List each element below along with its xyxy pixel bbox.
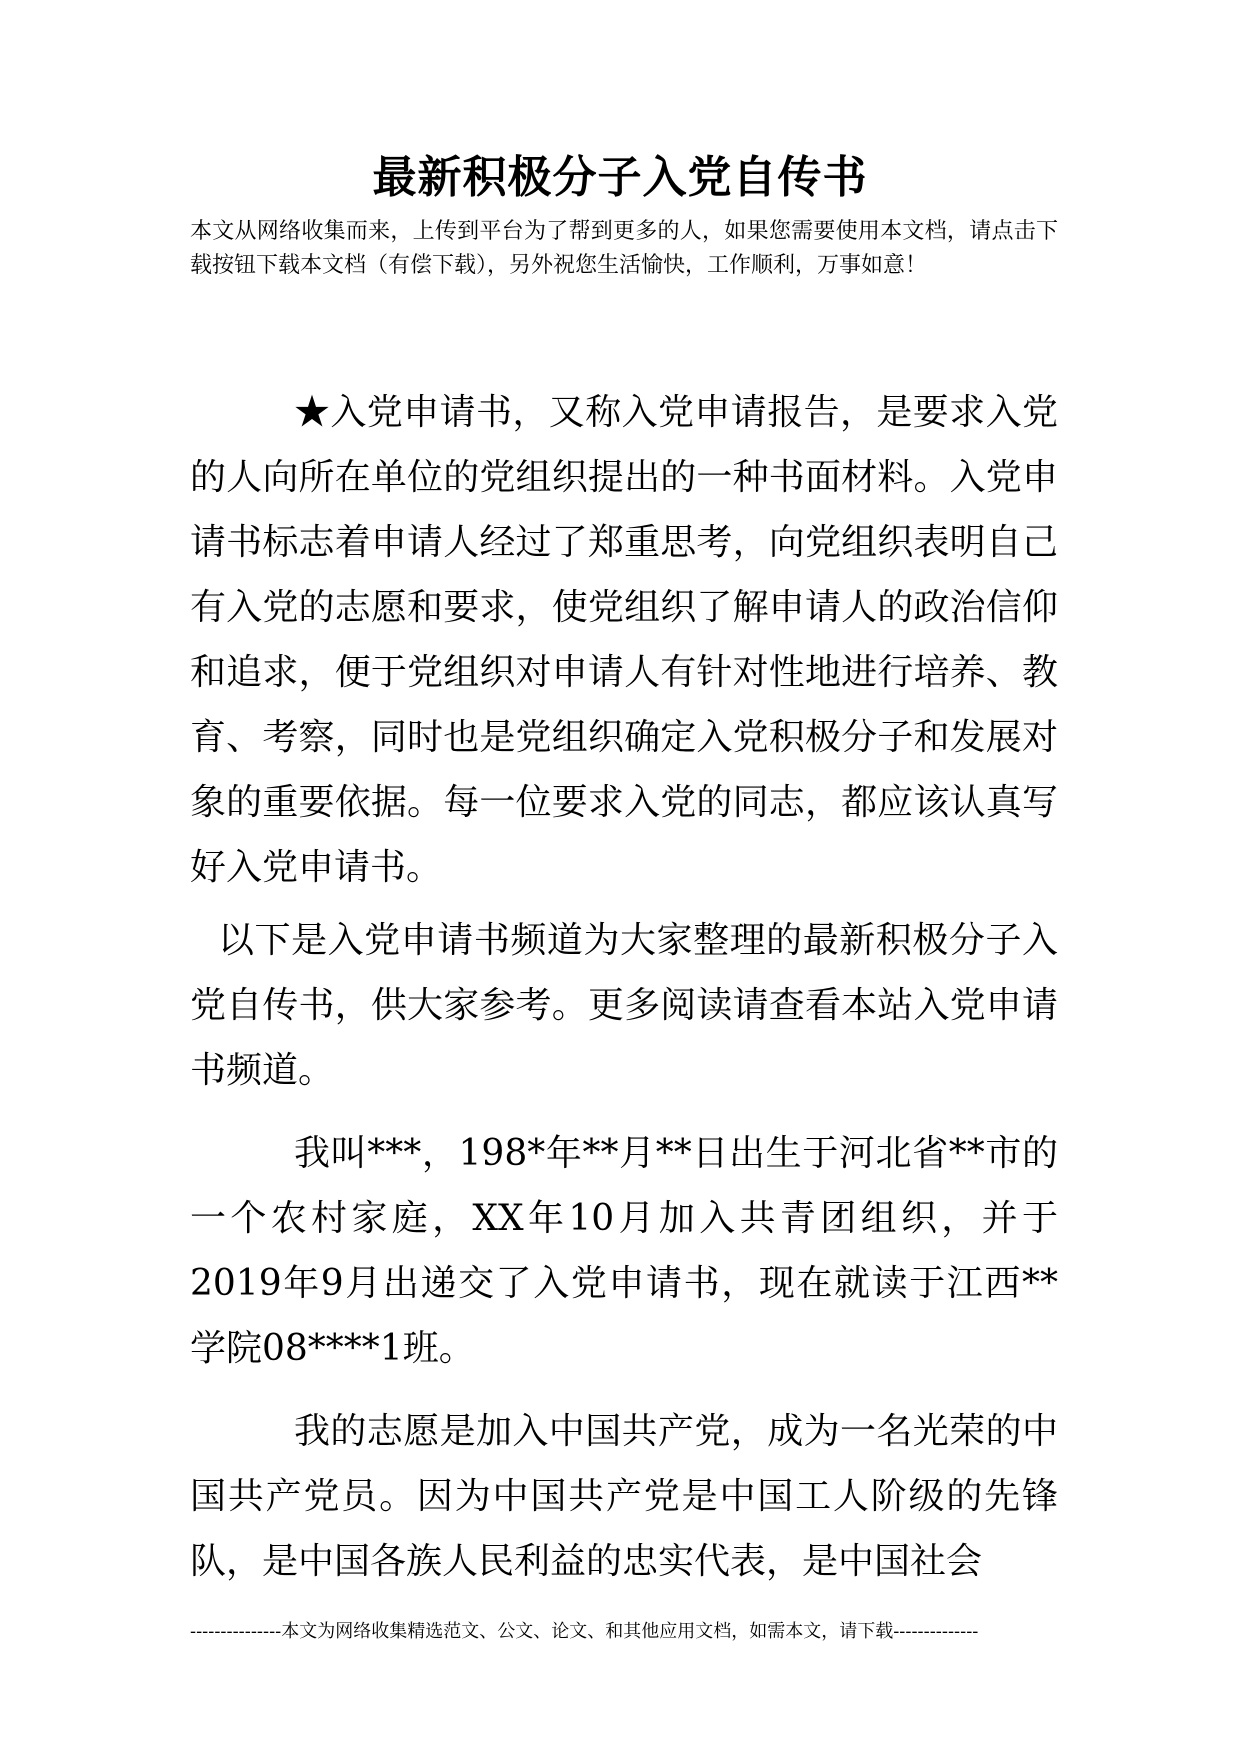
- paragraph-aspiration: 我的志愿是加入中国共产党，成为一名光荣的中国共产党员。因为中国共产党是中国工人阶级的先锋队，是中国各族人民利益的忠实代表，是中国社会: [190, 1411, 1058, 1582]
- paragraph-intro-definition: ★入党申请书，又称入党申请报告，是要求入党的人向所在单位的党组织提出的一种书面材料。入党申请书标志着申请人经过了郑重思考，向党组织表明自己有入党的志愿和要求，使党组织了解申请人的政治信仰和追求，便于党组织对申请人有针对性地进行培养、教育、考察，同时也是党组织确定入党积极分子和发展对象的重要依据。每一位要求入党的同志，都应该认真写好入党申请书。: [190, 392, 1058, 888]
- page-footer: ---------------本文为网络收集精选范文、公文、论文、和其他应用文档，如需本文，请下载--------------: [190, 1621, 979, 1642]
- document-title: 最新积极分子入党自传书: [372, 152, 868, 203]
- paragraph-self-introduction: 我叫***，198*年**月**日出生于河北省**市的一个农村家庭，XX年10月加入共青团组织，并于2019年9月出递交了入党申请书，现在就读于江西**学院08****1班。: [190, 1133, 1058, 1369]
- document-body: [190, 380, 1058, 1594]
- paragraph-channel-intro: 以下是入党申请书频道为大家整理的最新积极分子入党自传书，供大家参考。更多阅读请查看本站入党申请书频道。: [190, 920, 1058, 1091]
- download-notice: 本文从网络收集而来，上传到平台为了帮到更多的人，如果您需要使用本文档，请点击下载按钮下载本文档（有偿下载），另外祝您生活愉快，工作顺利，万事如意！: [190, 219, 1058, 278]
